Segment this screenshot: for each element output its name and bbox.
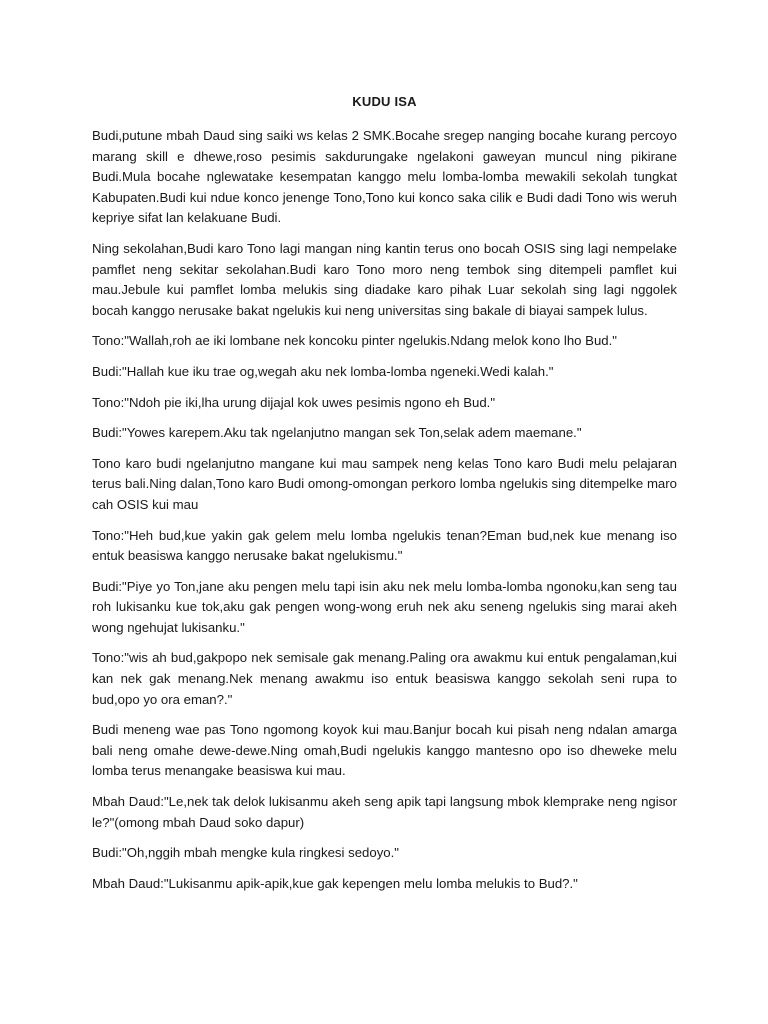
paragraph: Tono:"Wallah,roh ae iki lombane nek koncoku pinter ngelukis.Ndang melok kono lho Bud." — [92, 333, 617, 349]
document-body — [92, 126, 677, 894]
paragraph: Budi meneng wae pas Tono ngomong koyok kui mau.Banjur bocah kui pisah neng ndalan amarga bali neng omahe dewe-dewe.Ning omah,Budi ngelukis kanggo mantesno opo iso dheweke melu lomba terus menangake beasiswa kui mau. — [92, 722, 677, 779]
paragraph: Tono:"Heh bud,kue yakin gak gelem melu lomba ngelukis tenan?Eman bud,nek kue menang iso entuk beasiswa kanggo nerusake bakat ngelukismu." — [92, 527, 677, 564]
paragraph: Budi:"Piye yo Ton,jane aku pengen melu tapi isin aku nek melu lomba-lomba ngonoku,kan seng tau roh lukisanku kue tok,aku gak pengen wong-wong eruh nek aku seneng ngelukis sing marai akeh wong ngehujat lukisanku." — [92, 578, 677, 635]
document-title: KUDU ISA — [352, 94, 417, 109]
paragraph: Mbah Daud:"Lukisanmu apik-apik,kue gak kepengen melu lomba melukis to Bud?." — [92, 875, 578, 891]
paragraph: Budi:"Hallah kue iku trae og,wegah aku nek lomba-lomba ngeneki.Wedi kalah." — [92, 363, 554, 379]
paragraph: Budi,putune mbah Daud sing saiki ws kelas 2 SMK.Bocahe sregep nanging bocahe kurang percoyo marang skill e dhewe,roso pesimis sakdurungake ngelakoni gaweyan muncul ning pikirane Budi.Mula bocahe nglewatake kesempatan kanggo melu lomba-lomba mewakili sekolah tungkat Kabupaten.Budi kui ndue konco jenenge Tono,Tono kui konco saka cilik e Budi dadi Tono wis weruh kepriye sifat lan kelakuane Budi. — [92, 128, 677, 226]
paragraph: Budi:"Oh,nggih mbah mengke kula ringkesi sedoyo." — [92, 845, 399, 861]
paragraph: Tono karo budi ngelanjutno mangane kui mau sampek neng kelas Tono karo Budi melu pelajaran terus bali.Ning dalan,Tono karo Budi omong-omongan perkoro lomba ngelukis sing ditempelke maro cah OSIS kui mau — [92, 455, 677, 512]
document-page — [92, 92, 677, 904]
paragraph: Budi:"Yowes karepem.Aku tak ngelanjutno mangan sek Ton,selak adem maemane." — [92, 425, 582, 441]
paragraph: Ning sekolahan,Budi karo Tono lagi mangan ning kantin terus ono bocah OSIS sing lagi nempelake pamflet neng sekitar sekolahan.Budi karo Tono moro neng tembok sing ditempeli pamflet kui mau.Jebule kui pamflet lomba melukis sing diadake karo pihak Luar sekolah sing lagi nggolek bocah kanggo nerusake bakat ngelukis kui neng universitas sing bakale di biayai sampek lulus. — [92, 240, 677, 318]
paragraph: Tono:"Ndoh pie iki,lha urung dijajal kok uwes pesimis ngono eh Bud." — [92, 394, 496, 410]
paragraph: Tono:"wis ah bud,gakpopo nek semisale gak menang.Paling ora awakmu kui entuk pengalaman,kui kan nek gak menang.Nek menang awakmu iso entuk beasiswa kanggo sekolah seni rupa to bud,opo yo ora eman?." — [92, 650, 677, 707]
paragraph: Mbah Daud:"Le,nek tak delok lukisanmu akeh seng apik tapi langsung mbok klemprake neng ngisor le?"(omong mbah Daud soko dapur) — [92, 794, 677, 830]
